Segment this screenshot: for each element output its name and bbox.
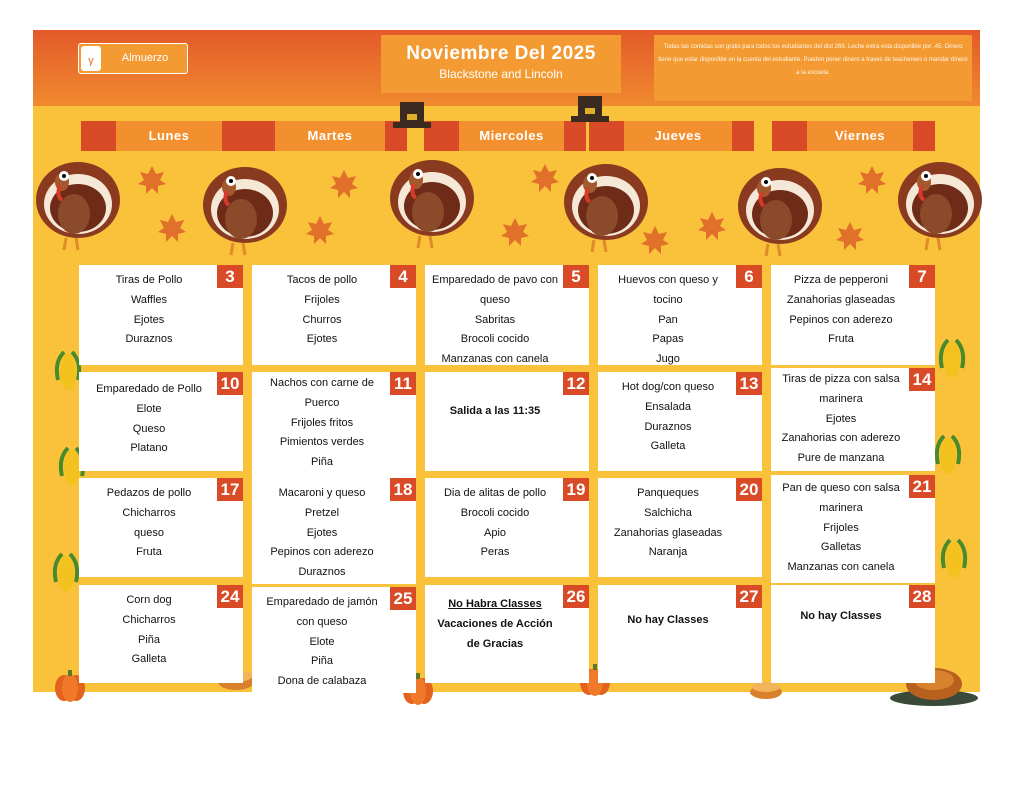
menu-item: Ejotes <box>306 333 338 346</box>
menu-item: Tacos de pollo <box>286 274 358 286</box>
date-label: 24 <box>217 585 243 608</box>
maple-leaf-icon <box>698 212 726 240</box>
menu-items <box>598 611 738 631</box>
menu-cell <box>598 372 762 471</box>
menu-item: de Gracias <box>466 637 524 650</box>
menu-item: Naranja <box>648 546 688 559</box>
menu-item: Apio <box>483 526 507 539</box>
menu-item: Zanahorias glaseadas <box>786 293 896 306</box>
note-box: Todas las comidas son gratis para todos los estudiantes del dist 269. Leche extra esta disponible por .45. Dinero tiene que estar disponible en la cuenta del estudiante. Pueden poner dinero a traves de teacherees o mandar dinero a la escuela. <box>654 35 972 101</box>
menu-item: Dia de alitas de pollo <box>443 487 547 499</box>
turkey-icon <box>898 162 982 250</box>
maple-leaf-icon <box>501 218 529 246</box>
menu-item: No hay Classes <box>800 610 882 622</box>
page-subtitle: Blackstone and Lincoln <box>439 67 563 81</box>
day-tab-martes: Martes <box>275 121 385 151</box>
menu-item: queso <box>134 526 164 539</box>
date-label: 18 <box>390 478 416 501</box>
menu-item: No Habra Classes <box>448 598 542 610</box>
menu-cell <box>252 587 416 693</box>
day-tab-jueves: Jueves <box>624 121 732 151</box>
date-label: 4 <box>390 265 416 288</box>
menu-item: Chicharros <box>122 506 176 519</box>
menu-items <box>598 484 738 563</box>
menu-item: Duraznos <box>125 333 173 346</box>
turkey-icon <box>203 167 287 255</box>
menu-items <box>252 374 392 473</box>
maple-leaf-icon <box>641 226 669 254</box>
menu-item: Ejotes <box>306 526 338 539</box>
menu-item: Churros <box>302 313 342 326</box>
menu-item: Dona de calabaza <box>277 675 367 688</box>
menu-item: marinera <box>819 392 863 405</box>
menu-item: Salida a las 11:35 <box>449 405 541 417</box>
menu-item: Macaroni y queso <box>278 487 366 499</box>
menu-item: Queso <box>132 422 166 435</box>
menu-item: Elote <box>136 402 162 415</box>
date-label: 11 <box>390 372 416 395</box>
menu-item: Pretzel <box>304 506 340 519</box>
menu-items <box>425 484 565 563</box>
turkey-icon <box>564 164 648 252</box>
corn-icon <box>937 436 959 474</box>
menu-item: Duraznos <box>298 566 346 579</box>
menu-item: Corn dog <box>126 594 172 606</box>
menu-items <box>598 378 738 457</box>
date-label: 13 <box>736 372 762 395</box>
menu-item: Tiras de Pollo <box>115 274 183 286</box>
menu-cell <box>79 265 243 365</box>
date-label: 26 <box>563 585 589 608</box>
date-label: 5 <box>563 265 589 288</box>
corn-icon <box>57 352 79 390</box>
menu-item: Panqueques <box>637 487 699 499</box>
menu-items <box>771 607 911 627</box>
date-label: 7 <box>909 265 935 288</box>
menu-cell <box>771 585 935 683</box>
menu-cell <box>598 265 762 365</box>
corn-icon <box>943 540 965 578</box>
turkey-icon <box>36 162 120 250</box>
menu-item: No hay Classes <box>627 614 709 626</box>
menu-item: Manzanas con canela <box>441 353 549 366</box>
maple-leaf-icon <box>531 164 559 192</box>
menu-item: Papas <box>652 333 684 346</box>
menu-items <box>425 595 565 654</box>
turkey-icon <box>738 168 822 256</box>
menu-cell <box>425 585 589 683</box>
menu-items <box>425 402 565 422</box>
menu-items <box>79 484 219 563</box>
menu-item: Pan <box>658 313 678 326</box>
menu-item: Brocoli cocido <box>460 333 530 346</box>
maple-leaf-icon <box>138 166 166 194</box>
menu-item: queso <box>480 293 510 306</box>
menu-item: Pedazos de pollo <box>106 487 192 499</box>
menu-item: Nachos con carne de <box>270 377 374 389</box>
menu-item: Ejotes <box>825 412 857 425</box>
menu-item: Salchicha <box>644 506 692 519</box>
menu-item: Jugo <box>656 353 680 366</box>
menu-items <box>598 271 738 370</box>
pie-icon <box>750 682 782 699</box>
menu-item: Galleta <box>131 653 167 666</box>
maple-leaf-icon <box>158 214 186 242</box>
day-tab-viernes: Viernes <box>807 121 913 151</box>
maple-leaf-icon <box>306 216 334 244</box>
menu-item: Pizza de pepperoni <box>793 274 889 286</box>
menu-cell <box>598 585 762 683</box>
pilgrim-hat-icon <box>571 96 609 122</box>
menu-item: Chicharros <box>122 613 176 626</box>
menu-item: Frijoles fritos <box>290 416 354 429</box>
menu-items <box>79 380 219 459</box>
menu-item: Platano <box>130 442 168 455</box>
fork-icon: ᵧ <box>81 46 101 71</box>
menu-items <box>252 271 392 350</box>
menu-cell <box>771 475 935 583</box>
menu-items <box>79 591 219 670</box>
menu-item: Fruta <box>828 333 854 346</box>
date-label: 28 <box>909 585 935 608</box>
menu-item: Puerco <box>304 396 340 409</box>
menu-item: Manzanas con canela <box>787 561 895 574</box>
menu-item: Duraznos <box>644 420 692 433</box>
date-label: 21 <box>909 475 935 498</box>
menu-item: Brocoli cocido <box>460 506 530 519</box>
menu-item: Ensalada <box>645 400 691 413</box>
menu-item: Emparedado de Pollo <box>96 383 202 395</box>
date-label: 3 <box>217 265 243 288</box>
date-label: 14 <box>909 368 935 391</box>
day-tab-lunes: Lunes <box>116 121 222 151</box>
corn-icon <box>55 554 77 592</box>
menu-item: tocino <box>653 293 683 306</box>
date-label: 27 <box>736 585 762 608</box>
menu-items <box>252 484 392 583</box>
menu-item: Huevos con queso y <box>618 274 718 286</box>
menu-item: Frijoles <box>823 521 859 534</box>
page-title: Noviembre Del 2025 <box>406 43 596 64</box>
menu-cell <box>252 265 416 365</box>
menu-items <box>425 271 565 370</box>
date-label: 12 <box>563 372 589 395</box>
menu-cell <box>425 372 589 471</box>
date-label: 25 <box>390 587 416 610</box>
menu-cell <box>598 478 762 577</box>
date-label: 17 <box>217 478 243 501</box>
menu-item: Galleta <box>650 440 686 453</box>
menu-items <box>771 271 911 350</box>
menu-cell <box>79 372 243 471</box>
day-tab-miercoles: Miercoles <box>459 121 564 151</box>
menu-item: Piña <box>137 633 161 646</box>
turkey-icon <box>390 160 474 248</box>
lunch-label: Almuerzo <box>121 52 169 64</box>
maple-leaf-icon <box>330 170 358 198</box>
menu-cell <box>79 478 243 577</box>
menu-item: Elote <box>309 635 335 648</box>
menu-items <box>771 370 911 469</box>
menu-cell <box>252 478 416 584</box>
date-label: 6 <box>736 265 762 288</box>
menu-item: Hot dog/con queso <box>621 381 715 393</box>
menu-item: Piña <box>310 655 334 668</box>
menu-item: Zanahorias con aderezo <box>781 432 901 445</box>
menu-item: Pepinos con aderezo <box>789 313 893 326</box>
maple-leaf-icon <box>858 166 886 194</box>
menu-item: Vacaciones de Acción <box>437 617 553 630</box>
menu-item: Peras <box>480 546 510 559</box>
menu-item: Emparedado de jamón <box>266 596 378 608</box>
menu-item: Tiras de pizza con salsa <box>782 373 900 385</box>
menu-item: con queso <box>296 615 348 628</box>
menu-cell <box>79 585 243 683</box>
date-label: 19 <box>563 478 589 501</box>
menu-item: marinera <box>819 501 863 514</box>
menu-items <box>79 271 219 350</box>
menu-cell <box>771 265 935 365</box>
corn-icon <box>941 340 963 378</box>
menu-item: Pure de manzana <box>797 452 885 465</box>
menu-items <box>771 479 911 578</box>
menu-item: Pepinos con aderezo <box>270 546 374 559</box>
menu-item: Waffles <box>130 293 168 306</box>
menu-item: Pimientos verdes <box>279 436 365 449</box>
menu-item: Fruta <box>136 546 162 559</box>
menu-item: Zanahorias glaseadas <box>613 526 723 539</box>
menu-cell <box>771 368 935 471</box>
menu-item: Piña <box>310 456 334 469</box>
menu-item: Frijoles <box>304 293 340 306</box>
menu-cell <box>425 478 589 577</box>
menu-items <box>252 593 392 692</box>
pilgrim-hat-icon <box>393 102 431 128</box>
menu-cell <box>425 265 589 365</box>
date-label: 10 <box>217 372 243 395</box>
maple-leaf-icon <box>836 222 864 250</box>
menu-item: Galletas <box>820 541 862 554</box>
menu-item: Sabritas <box>474 313 516 326</box>
menu-item: Ejotes <box>133 313 165 326</box>
menu-item: Emparedado de pavo con <box>432 274 558 286</box>
menu-item: Pan de queso con salsa <box>782 482 900 494</box>
date-label: 20 <box>736 478 762 501</box>
